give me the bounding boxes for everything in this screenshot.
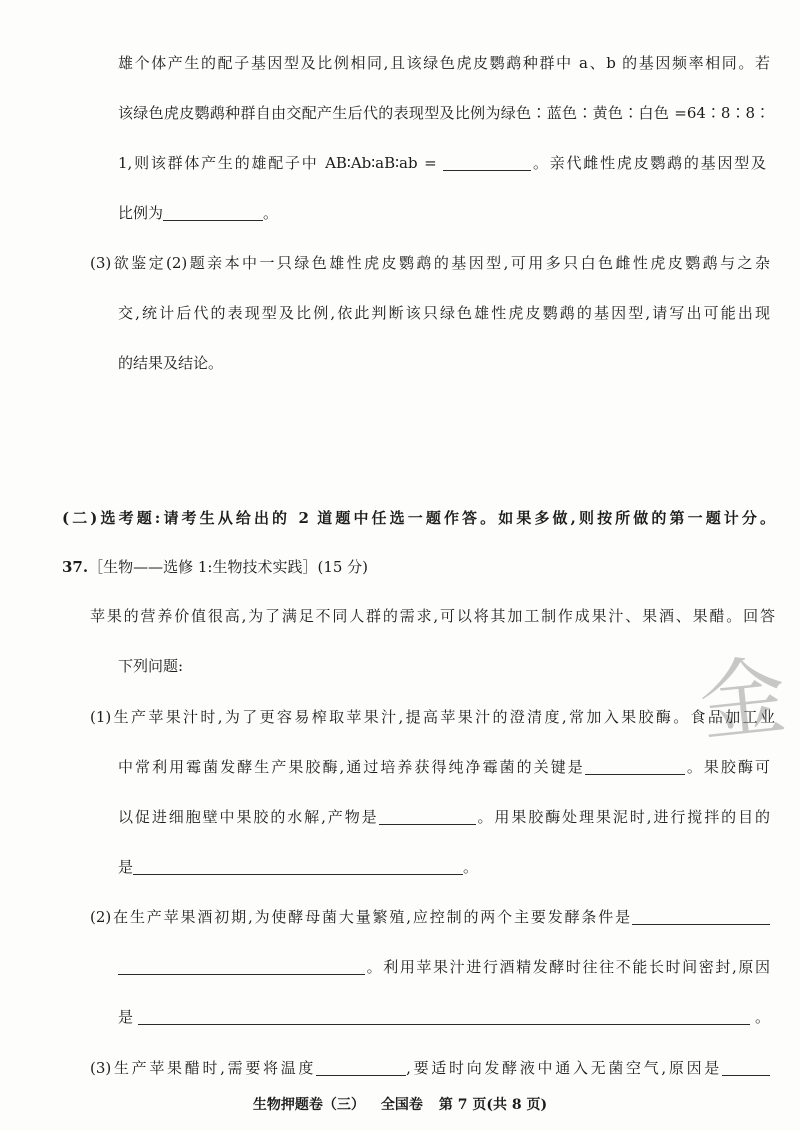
q37-sub1-line3-text-b: 。用果胶酶处理果泥时,进行搅拌的目的 [475, 808, 770, 826]
answer-blank [443, 158, 531, 171]
q37-sub1-line2 [118, 757, 770, 777]
q36-sub2-line2: 该绿色虎皮鹦鹉种群自由交配产生后代的表现型及比例为绿色∶蓝色∶黄色∶白色 =64∶8∶8∶ [118, 104, 770, 122]
q37-title: ［生物——选修 1:生物技术实践］(15 分) [88, 558, 369, 576]
answer-blank [722, 1063, 770, 1076]
q37-sub1-line4 [118, 857, 478, 877]
q37-sub1-line3-text-a: 以促进细胞壁中果胶的水解,产物是 [118, 808, 379, 826]
q37-sub2-line1 [90, 907, 770, 927]
q36-sub2-line3 [118, 153, 766, 173]
footer-exam-scope: 全国卷 [380, 1097, 423, 1113]
q36-sub2-line3-text-a: 1,则该群体产生的雄配子中 AB∶Ab∶aB∶ab = [118, 154, 444, 172]
elective-section-heading: (二)选考题:请考生从给出的 2 道题中任选一题作答。如果多做,则按所做的第一题计分。 [62, 509, 775, 527]
q37-sub1-line4-text-b: 。 [463, 858, 479, 876]
q37-sub1-line1: (1)生产苹果汁时,为了更容易榨取苹果汁,提高苹果汁的澄清度,常加入果胶酶。食品加工业 [90, 708, 775, 726]
q37-sub2-line3-text-a: 是 [118, 1008, 138, 1026]
footer-page-number: 第 7 页(共 8 页) [438, 1097, 548, 1113]
q37-sub2-line2 [118, 957, 770, 977]
watermark-seal: 金 [695, 645, 792, 755]
q36-sub2-line4-text-a: 比例为 [118, 204, 164, 222]
answer-blank [632, 912, 770, 925]
q37-sub1-line2-text-a: 中常利用霉菌发酵生产果胶酶,通过培养获得纯净霉菌的关键是 [118, 758, 585, 776]
answer-blank [316, 1063, 406, 1076]
q37-sub3-line1-text-b: ,要适时向发酵液中通入无菌空气,原因是 [406, 1059, 722, 1077]
q37-stem-line1: 苹果的营养价值很高,为了满足不同人群的需求,可以将其加工制作成果汁、果酒、果醋。回答 [90, 607, 775, 625]
q37-sub1-line2-text-b: 。果胶酶可 [684, 758, 770, 776]
q36-sub2-line3-text-b: 。亲代雌性虎皮鹦鹉的基因型及 [531, 154, 766, 172]
footer-exam-title: 生物押题卷（三） [252, 1097, 365, 1113]
q36-sub3-line2: 交,统计后代的表现型及比例,依此判断该只绿色雄性虎皮鹦鹉的基因型,请写出可能出现 [118, 304, 770, 322]
q37-number: 37. [62, 558, 89, 576]
q36-sub3-line3: 的结果及结论。 [118, 354, 224, 372]
q36-sub2-line4-text-b: 。 [263, 204, 279, 222]
q37-sub2-line1-text: (2)在生产苹果酒初期,为使酵母菌大量繁殖,应控制的两个主要发酵条件是 [90, 908, 632, 926]
q37-sub1-line4-text-a: 是 [118, 858, 134, 876]
q36-sub2-line4 [118, 203, 278, 223]
q37-sub3-line1-text-a: (3)生产苹果醋时,需要将温度 [90, 1059, 317, 1077]
q37-sub2-line3-text-b: 。 [750, 1008, 770, 1026]
q37-stem-line2: 下列问题: [118, 657, 184, 675]
q37-sub2-line3 [118, 1007, 770, 1027]
page-footer [0, 1095, 800, 1115]
answer-blank [163, 208, 263, 221]
q36-sub3-line1: (3)欲鉴定(2)题亲本中一只绿色雄性虎皮鹦鹉的基因型,可用多只白色雌性虎皮鹦鹉与之杂 [90, 254, 770, 272]
answer-blank [138, 1012, 750, 1025]
q37-header [62, 557, 368, 577]
answer-blank [118, 962, 365, 975]
q37-sub1-line3 [118, 807, 770, 827]
q36-sub2-line1: 雄个体产生的配子基因型及比例相同,且该绿色虎皮鹦鹉种群中 a、b 的基因频率相同。若 [118, 54, 770, 72]
q37-sub2-line2-text: 。利用苹果汁进行酒精发酵时往往不能长时间密封,原因 [365, 958, 770, 976]
answer-blank [585, 762, 685, 775]
answer-blank [133, 862, 463, 875]
answer-blank [379, 812, 476, 825]
q37-sub3-line1 [90, 1058, 770, 1078]
